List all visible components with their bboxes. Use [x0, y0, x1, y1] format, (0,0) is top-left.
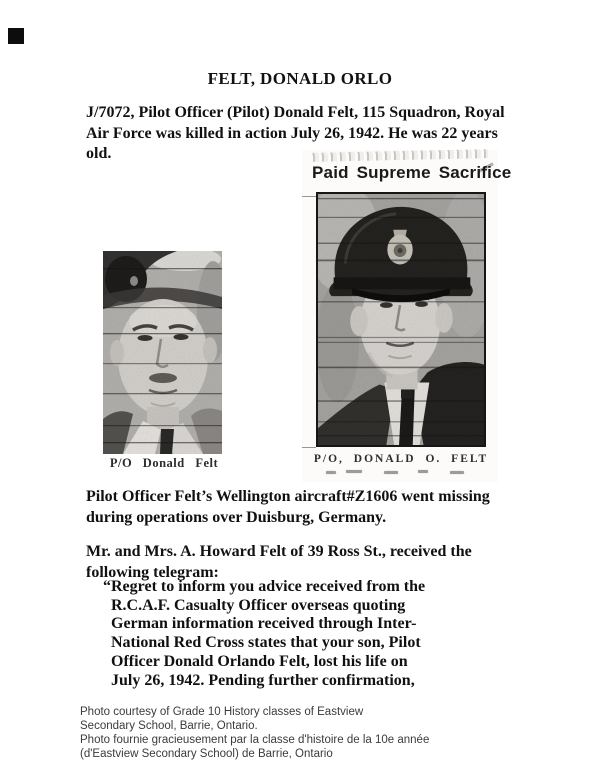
newspaper-clipping	[302, 150, 512, 482]
aircraft-paragraph: Pilot Officer Felt’s Wellington aircraft#Z1606 went missing during operations over Duisburg, Germany.	[86, 488, 490, 526]
left-portrait-image	[103, 251, 222, 454]
right-photo	[316, 192, 486, 447]
telegram-intro-paragraph: Mr. and Mrs. A. Howard Felt of 39 Ross St., received the following telegram:	[86, 543, 472, 581]
scan-line-artifact	[302, 447, 316, 448]
clipping-headline: Paid Supreme Sacrifice	[312, 163, 512, 182]
left-photo-caption: P/O Donald Felt	[109, 456, 219, 470]
scan-artifact-mark	[8, 28, 24, 44]
intro-paragraph: J/7072, Pilot Officer (Pilot) Donald Felt, 115 Squadron, Royal Air Force was killed in action July 26, 1942. He was 22 years old.	[86, 104, 505, 162]
scan-line-artifact	[302, 196, 316, 197]
right-photo-caption: P/O, DONALD O. FELT	[313, 453, 489, 465]
telegram-quote: “Regret to inform you advice received from the R.C.A.F. Casualty Officer overseas quoting German information received through Inter- National Red Cross states that your son, Pilot Officer Donald Orlando Felt, lost his life on July 26, 1942. Pending further confirmation,	[103, 578, 426, 689]
photo-credit-footer: Photo courtesy of Grade 10 History classes of Eastview Secondary School, Barrie, Ontario. Photo fournie gracieusement par la classe d'histoire de la 10e année (d'Eastview Secondary School) de Barrie, Ontario	[80, 706, 430, 760]
page-title: FELT, DONALD ORLO	[207, 69, 393, 88]
right-portrait-image	[318, 194, 484, 445]
scan-smudge-band	[310, 149, 488, 162]
left-photo	[103, 251, 222, 454]
